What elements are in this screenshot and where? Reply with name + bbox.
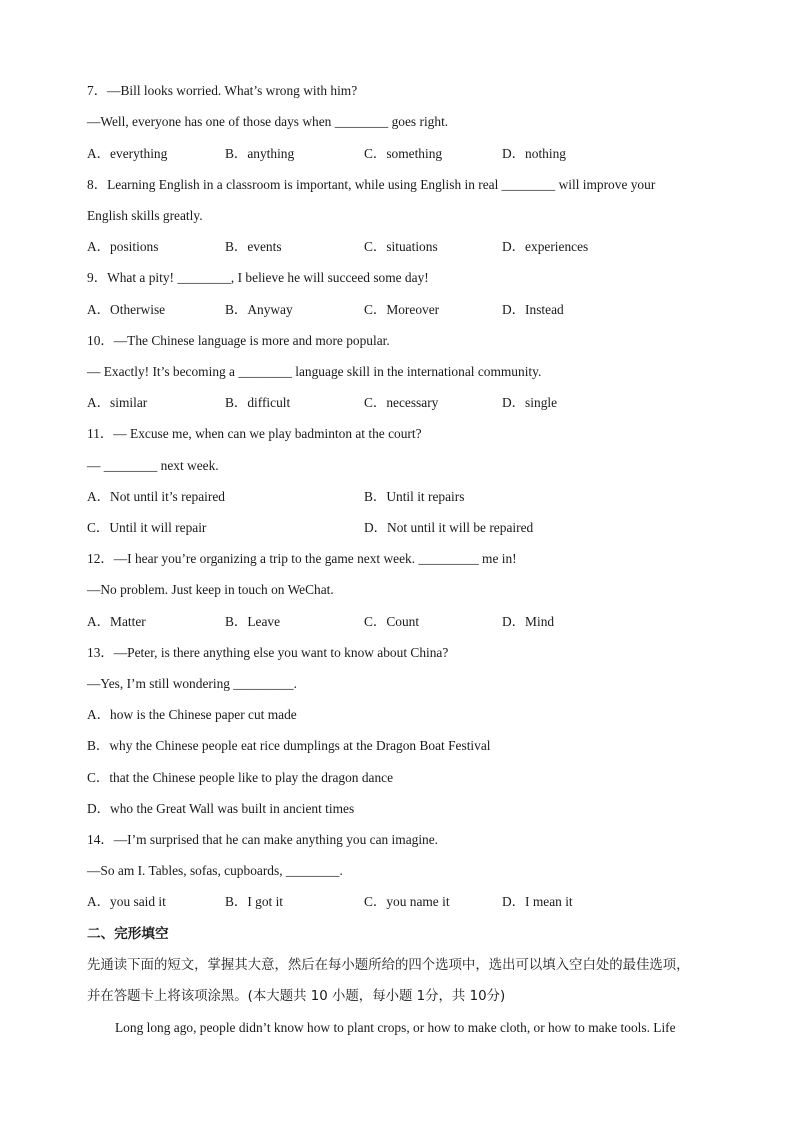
section-title: 二、完形填空 [87, 926, 169, 942]
question-7-option-a[interactable]: A．everything [87, 146, 168, 161]
question-12-option-b[interactable]: B．Leave [225, 614, 281, 629]
section-instructions-line2: 并在答题卡上将该项涂黑。(本大题共 10 小题，每小题 1分，共 10分) [87, 989, 506, 1004]
question-8-option-a[interactable]: A．positions [87, 239, 159, 254]
question-14-option-b[interactable]: B．I got it [225, 894, 284, 909]
question-7-option-d[interactable]: D．nothing [502, 146, 566, 161]
question-13-option-d[interactable]: D．who the Great Wall was built in ancient times [87, 801, 355, 816]
question-8-option-d[interactable]: D．experiences [502, 239, 589, 254]
question-8-option-c[interactable]: C．situations [364, 239, 438, 254]
question-7-stem-line2: —Well, everyone has one of those days when ________ goes right. [87, 114, 449, 129]
question-11-option-b[interactable]: B．Until it repairs [364, 489, 465, 504]
question-14-option-d[interactable]: D．I mean it [502, 894, 573, 909]
question-12-option-a[interactable]: A．Matter [87, 614, 146, 629]
question-8-option-b[interactable]: B．events [225, 239, 282, 254]
question-13-option-a[interactable]: A．how is the Chinese paper cut made [87, 707, 297, 722]
question-8-stem: 8．Learning English in a classroom is important, while using English in real ________ will improve your [87, 177, 656, 192]
question-11-option-a[interactable]: A．Not until it’s repaired [87, 489, 225, 504]
question-9-option-b[interactable]: B．Anyway [225, 302, 293, 317]
question-12-option-c[interactable]: C．Count [364, 614, 420, 629]
question-11-stem: 11．— Excuse me, when can we play badminton at the court? [87, 426, 422, 441]
question-10-stem: 10．—The Chinese language is more and more popular. [87, 333, 390, 348]
question-7-option-b[interactable]: B．anything [225, 146, 295, 161]
question-10-option-b[interactable]: B．difficult [225, 395, 291, 410]
question-7-option-c[interactable]: C．something [364, 146, 443, 161]
question-11-stem-line2: — ________ next week. [87, 458, 219, 473]
question-14-option-a[interactable]: A．you said it [87, 894, 166, 909]
question-11-option-c[interactable]: C．Until it will repair [87, 520, 207, 535]
question-12-option-d[interactable]: D．Mind [502, 614, 555, 629]
question-9-option-a[interactable]: A．Otherwise [87, 302, 166, 317]
question-10-stem-line2: — Exactly! It’s becoming a ________ language skill in the international community. [87, 364, 542, 379]
question-9-option-d[interactable]: D．Instead [502, 302, 564, 317]
question-11-option-d[interactable]: D．Not until it will be repaired [364, 520, 534, 535]
question-10-option-a[interactable]: A．similar [87, 395, 148, 410]
question-13-option-c[interactable]: C．that the Chinese people like to play the dragon dance [87, 770, 394, 785]
question-9-option-c[interactable]: C．Moreover [364, 302, 440, 317]
passage-first-line: Long long ago, people didn’t know how to plant crops, or how to make cloth, or how to make tools. Life [115, 1020, 676, 1035]
question-7-stem: 7．—Bill looks worried. What’s wrong with him? [87, 83, 358, 98]
question-13-stem: 13．—Peter, is there anything else you want to know about China? [87, 645, 449, 660]
section-instructions-line1: 先通读下面的短文，掌握其大意，然后在每小题所给的四个选项中，选出可以填入空白处的最佳选项， [87, 958, 690, 973]
question-14-stem-line2: —So am I. Tables, sofas, cupboards, ________. [87, 863, 343, 878]
question-14-option-c[interactable]: C．you name it [364, 894, 450, 909]
question-12-stem: 12．—I hear you’re organizing a trip to the game next week. _________ me in! [87, 551, 517, 566]
question-12-stem-line2: —No problem. Just keep in touch on WeChat. [87, 582, 334, 597]
question-10-option-d[interactable]: D．single [502, 395, 558, 410]
question-13-stem-line2: —Yes, I’m still wondering _________. [87, 676, 297, 691]
question-8-stem-line2: English skills greatly. [87, 208, 203, 223]
question-10-option-c[interactable]: C．necessary [364, 395, 439, 410]
question-9-stem: 9．What a pity! ________, I believe he will succeed some day! [87, 270, 429, 285]
question-14-stem: 14．—I’m surprised that he can make anything you can imagine. [87, 832, 439, 847]
question-13-option-b[interactable]: B．why the Chinese people eat rice dumplings at the Dragon Boat Festival [87, 738, 491, 753]
